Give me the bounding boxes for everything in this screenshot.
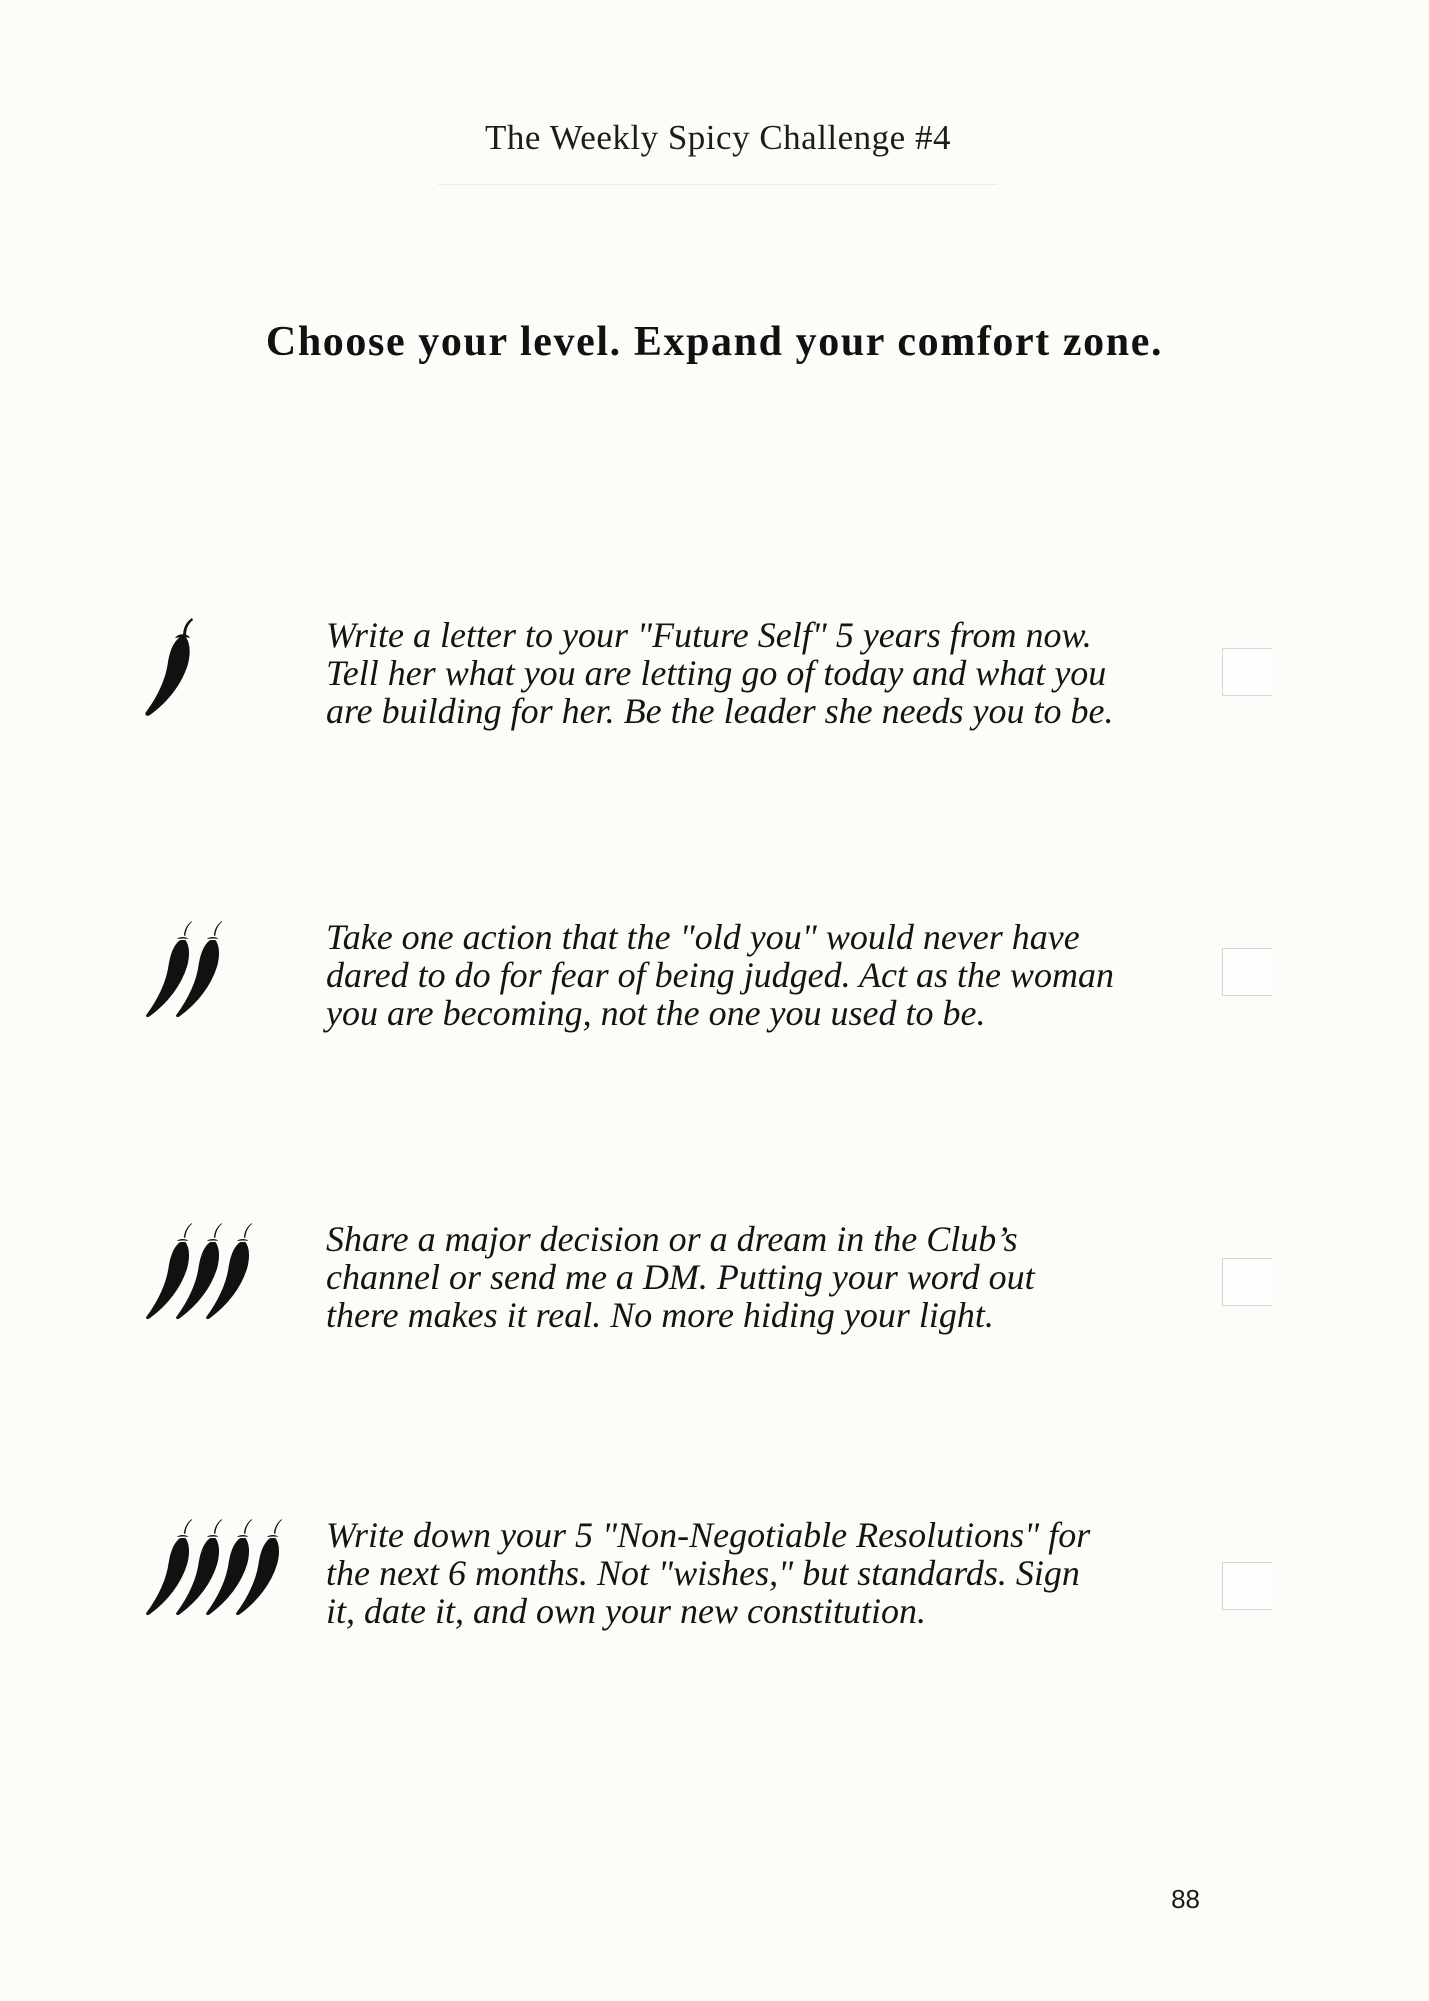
chili-peppers-svg — [142, 1220, 258, 1330]
challenge-level-3 — [0, 1220, 1429, 1370]
challenge-checkbox[interactable] — [1222, 948, 1272, 996]
challenge-text: Write a letter to your "Future Self" 5 years from now. Tell her what you are letting go of today and what you are building for her. Be the leader she needs you to be. — [326, 615, 1114, 731]
chili-peppers-svg — [142, 918, 228, 1028]
challenge-text: Share a major decision or a dream in the Club’s channel or send me a DM. Putting your word out there makes it real. No more hiding your light. — [326, 1219, 1035, 1335]
challenge-checkbox[interactable] — [1222, 648, 1272, 696]
page-number: 88 — [1171, 1884, 1200, 1914]
spice-level-1 — [142, 616, 198, 726]
challenge-level-2 — [0, 918, 1429, 1068]
page-header — [438, 118, 998, 185]
challenge-level-1 — [0, 616, 1429, 766]
chili-peppers-svg — [142, 1516, 288, 1626]
spice-level-3 — [142, 1220, 258, 1330]
chili-peppers-svg — [142, 616, 198, 726]
chili-pepper-icon — [145, 618, 193, 716]
challenge-level-4 — [0, 1516, 1429, 1666]
challenge-text: Take one action that the "old you" would never have dared to do for fear of being judged. Act as the woman you are becoming, not the one you used to be. — [326, 917, 1114, 1033]
challenge-checkbox[interactable] — [1222, 1562, 1272, 1610]
challenge-text: Write down your 5 "Non-Negotiable Resolutions" for the next 6 months. Not "wishes," but standards. Sign it, date it, and own your new constitution. — [326, 1515, 1091, 1631]
page-header-title: The Weekly Spicy Challenge #4 — [485, 118, 951, 157]
spice-level-2 — [142, 918, 228, 1028]
page-subtitle: Choose your level. Expand your comfort zone. — [265, 319, 1164, 365]
spice-level-4 — [142, 1516, 288, 1626]
challenge-checkbox[interactable] — [1222, 1258, 1272, 1306]
